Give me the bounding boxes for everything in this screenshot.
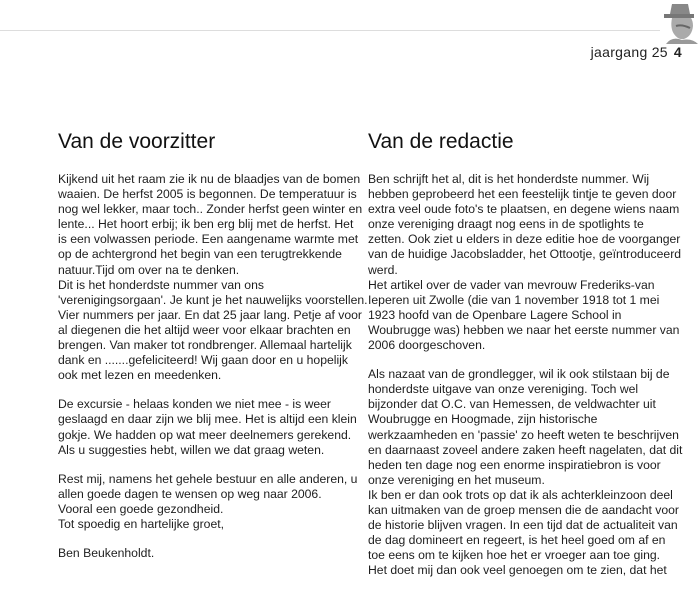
page-number: 4 [673,44,682,60]
header-divider [0,30,660,31]
chairman-signature: Ben Beukenholdt. [58,546,155,561]
editorial-paragraph-2: Als nazaat van de grondlegger, wil ik ook stilstaan bij de honderdste uitgave van onze vereniging. Toch wel bijzonder dat O.C. van Hemessen, de veldwachter uit Woubrugge en Hoogmade, zijn historische werkzaamheden en 'passie' zo heeft weten te beschrijven en daarnaast zoveel andere zaken heeft nagelaten, dat dit heden ten dage nog een enorme inspiratiebron is voor onze vereniging en het museum. Ik ben er dan ook trots op dat ik als achterkleinzoon deel kan uitmaken van de groep mensen die de aandacht voor de historie blijven vragen. In een tijd dat de actualiteit van de dag domineert en regeert, is het heel goed om af en toe eens om te kijken hoe het er vroeger aan toe ging. Het doet mij dan ook veel genoegen om te zien, dat het [368,367,683,578]
editorial-column [368,130,688,592]
editorial-title: Van de redactie [368,130,514,153]
veldwachter-logo-icon [660,2,700,44]
chairman-paragraph-3: Rest mij, namens het gehele bestuur en alle anderen, u allen goede dagen te wensen op weg naar 2006. Vooral een goede gezondheid. Tot spoedig en hartelijke groet, [58,471,358,531]
chairman-title: Van de voorzitter [58,130,216,153]
issue-header [591,44,682,60]
editorial-paragraph-1: Ben schrijft het al, dit is het honderdste nummer. Wij hebben geprobeerd het een feestelijk tintje te geven door extra veel oude foto's te plaatsen, en degene wiens naam onze vereniging draagt nog eens in de spotlights te zetten. Ook ziet u elders in deze editie hoe de voorganger van de huidige Jacobsladder, het Ottootje, geïntroduceerd werd. Het artikel over de vader van mevrouw Frederiks-van Ieperen uit Zwolle (die van 1 november 1918 tot 1 mei 1923 hoofd van de Openbare Lagere School in Woubrugge was) hebben we naar het eerste nummer van 2006 doorgeschoven. [368,172,682,353]
chairman-column [58,130,370,575]
chairman-paragraph-1: Kijkend uit het raam zie ik nu de blaadjes van de bomen waaien. De herfst 2005 is begonnen. De temperatuur is nog wel lekker, maar toch.. Zonder herfst geen winter en lente... Het hoort erbij; ik ben erg blij met de herfst. Het is een volwassen periode. Een aangename warmte met op de achtergrond het begin van een terugtrekkende natuur.Tijd om over na te denken. Dit is het honderdste nummer van ons 'verenigingsorgaan'. Je kunt je het nauwelijks voorstellen. Vier nummers per jaar. En dat 25 jaar lang. Petje af voor al diegenen die het altijd weer voor elkaar brachten en brengen. Van maker tot rondbrenger. Allemaal hartelijk dank en .......gefeliciteerd! Wij gaan door en u hopelijk ook met lezen en meedenken. [58,172,368,383]
issue-label: jaargang 25 [590,44,668,60]
chairman-paragraph-2: De excursie - helaas konden we niet mee - is weer geslaagd en daar zijn we blij mee. Het is altijd een klein gokje. We hadden op wat meer deelnemers gerekend. Als u suggesties hebt, willen we dat graag weten. [58,397,357,457]
